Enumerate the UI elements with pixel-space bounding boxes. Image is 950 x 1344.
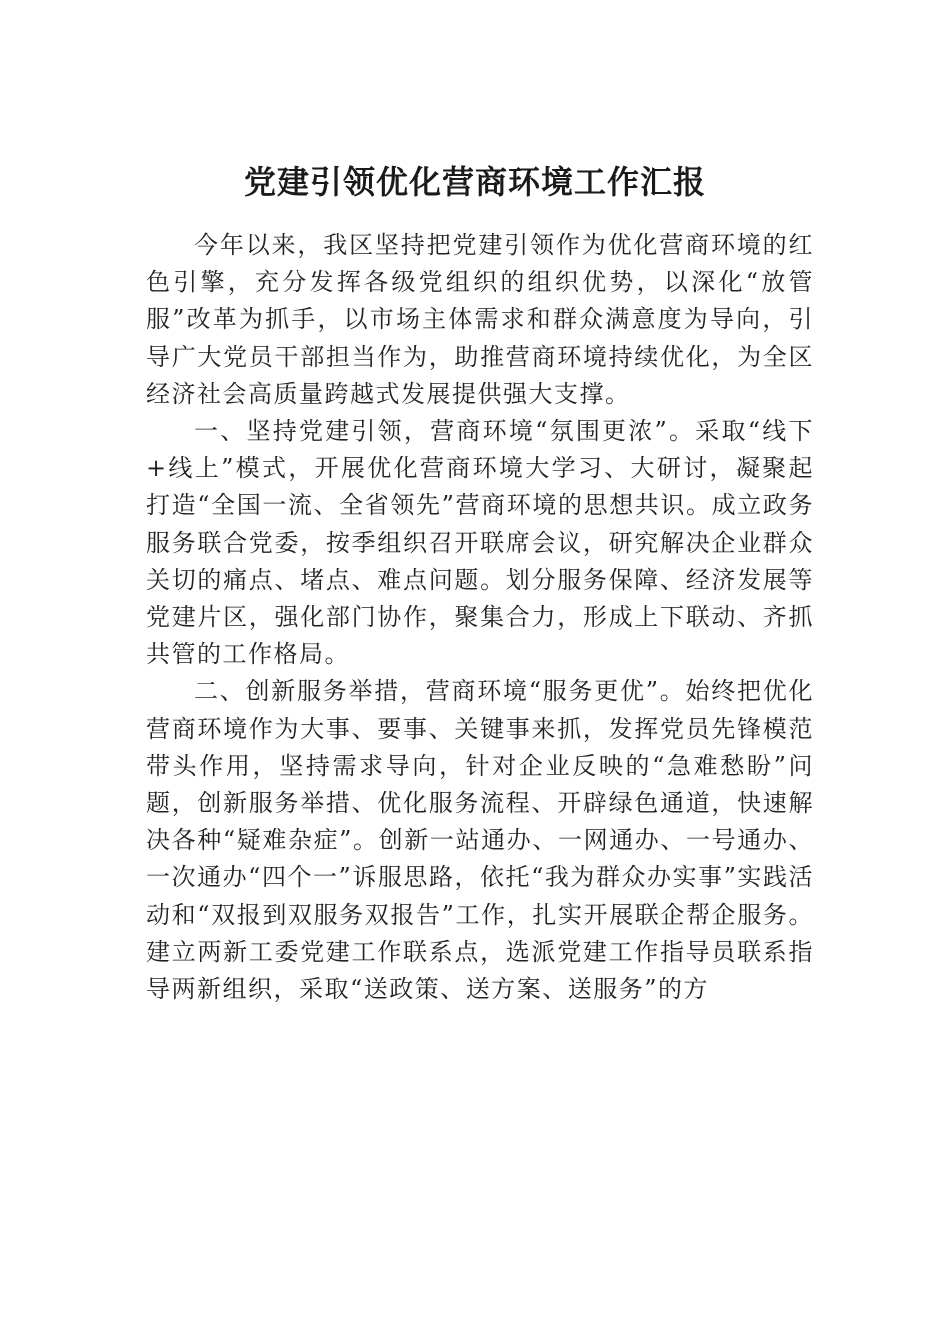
document-title: 党建引领优化营商环境工作汇报 <box>243 163 706 201</box>
paragraph-section-2: 二、创新服务举措，营商环境“服务更优”。始终把优化营商环境作为大事、要事、关键事来抓，发挥党员先锋模范带头作用，坚持需求导向，针对企业反映的“急难愁盼”问题，创新服务举措、优化服务流程、开辟绿色通道，快速解决各种“疑难杂症”。创新一站通办、一网通办、一号通办、一次通办“四个一”诉服思路，依托“我为群众办实事”实践活动和“双报到双服务双报告”工作，扎实开展联企帮企服务。建立两新工委党建工作联系点，选派党建工作指导员联系指导两新组织，采取“送政策、送方案、送服务”的方 <box>146 677 814 1004</box>
paragraph-section-1: 一、坚持党建引领，营商环境“氛围更浓”。采取“线下+线上”模式，开展优化营商环境大学习、大研讨，凝聚起打造“全国一流、全省领先”营商环境的思想共识。成立政务服务联合党委，按季组织召开联席会议，研究解决企业群众关切的痛点、堵点、难点问题。划分服务保障、经济发展等党建片区，强化部门协作，聚集合力，形成上下联动、齐抓共管的工作格局。 <box>146 417 814 669</box>
document-body <box>146 227 814 1008</box>
paragraph-intro: 今年以来，我区坚持把党建引领作为优化营商环境的红色引擎，充分发挥各级党组织的组织优势，以深化“放管服”改革为抓手，以市场主体需求和群众满意度为导向，引导广大党员干部担当作为，助推营商环境持续优化，为全区经济社会高质量跨越式发展提供强大支撑。 <box>146 231 814 408</box>
